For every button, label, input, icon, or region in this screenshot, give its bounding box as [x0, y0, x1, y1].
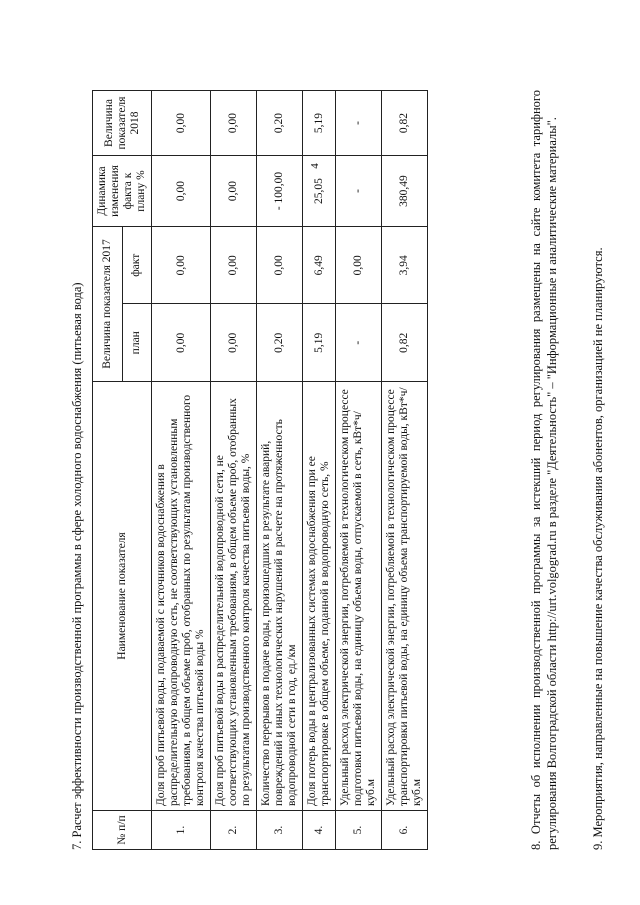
- row-num-cell: 3.: [257, 811, 303, 850]
- efficiency-table-container: [92, 90, 428, 850]
- row-dynamics-cell: 0,00: [211, 156, 257, 227]
- header-value-2018: Величина показателя 2018: [93, 91, 152, 156]
- row-dynamics-cell: 25,05: [303, 156, 336, 227]
- table-body: [152, 91, 428, 850]
- row-value-2018-cell: 0,00: [211, 91, 257, 156]
- section-8-text: 8. Отчеты об исполнении производственной программы за истекший период регулирования размещены на сайте комитета тарифного регулирования Волгоградской области http://urt.volgograd.ru в разделе "Деятельность" – "Информационные и аналитические материалы".: [529, 90, 559, 850]
- row-name-cell: Количество перерывов в подаче воды, произошедших в результате аварий, повреждений и иных технологических нарушений в расчете на протяженность водопроводной сети в год, ед./км: [257, 382, 303, 811]
- row-dynamics-cell: -: [336, 156, 382, 227]
- header-fact: факт: [122, 227, 152, 305]
- row-fact-cell: 3,94: [382, 227, 428, 305]
- efficiency-table: [92, 90, 428, 850]
- row-name-cell: Доля потерь воды в централизованных системах водоснабжения при ее транспортировке в общем объеме, поданной в водопроводную сеть, %: [303, 382, 336, 811]
- section-9-text: 9. Мероприятия, направленные на повышение качества обслуживания абонентов, организацией не планируются.: [591, 247, 605, 850]
- header-name: Наименование показателя: [93, 382, 152, 811]
- row-name-cell: Удельный расход электрической энергии, потребляемой в технологическом процессе транспортировки питьевой воды, на единицу объема транспортируемой воды, кВт*ч/куб.м: [382, 382, 428, 811]
- row-fact-cell: 0,00: [257, 227, 303, 305]
- section-7-heading: 7. Расчет эффективности производственной программы в сфере холодного водоснабжения (питьевая вода): [70, 282, 84, 850]
- row-name-cell: Доля проб питьевой воды, подаваемой с источников водоснабжения в распределительную водопроводную сеть, не соответствующих установленным требованиям, в общем объеме проб, отобранных по результатам производственного контроля качества питьевой воды %: [152, 382, 211, 811]
- row-plan-cell: 0,20: [257, 304, 303, 382]
- row-name-cell: Доля проб питьевой воды в распределительной водопроводной сети, не соответствующих установленным требованиям, в общем объеме проб, отобранных по результатам производственного контроля качества питьевой воды, %: [211, 382, 257, 811]
- row-value-2018-cell: 0,00: [152, 91, 211, 156]
- row-num-cell: 5.: [336, 811, 382, 850]
- row-plan-cell: 0,00: [211, 304, 257, 382]
- table-row: [382, 91, 428, 850]
- row-dynamics-cell: 380,49: [382, 156, 428, 227]
- row-num-cell: 6.: [382, 811, 428, 850]
- table-row: [257, 91, 303, 850]
- table-row: [211, 91, 257, 850]
- row-plan-cell: 5,19: [303, 304, 336, 382]
- row-fact-cell: 0,00: [336, 227, 382, 305]
- row-name-cell: Удельный расход электрической энергии, потребляемой в технологическом процессе подготовки питьевой воды, на единицу объема воды, отпускаемой в сеть, кВт*ч/куб.м: [336, 382, 382, 811]
- page-number: 4: [308, 163, 321, 169]
- row-fact-cell: 6,49: [303, 227, 336, 305]
- header-dynamics: Динамика изменения факта к плану %: [93, 156, 152, 227]
- row-num-cell: 2.: [211, 811, 257, 850]
- rotated-page-content: [60, 60, 620, 860]
- row-value-2018-cell: 5,19: [303, 91, 336, 156]
- row-num-cell: 4.: [303, 811, 336, 850]
- row-value-2018-cell: 0,20: [257, 91, 303, 156]
- row-fact-cell: 0,00: [211, 227, 257, 305]
- row-fact-cell: 0,00: [152, 227, 211, 305]
- header-plan: план: [122, 304, 152, 382]
- row-num-cell: 1.: [152, 811, 211, 850]
- row-value-2018-cell: 0,82: [382, 91, 428, 156]
- row-dynamics-cell: 0,00: [152, 156, 211, 227]
- table-row: [303, 91, 336, 850]
- table-row: [152, 91, 211, 850]
- row-plan-cell: -: [336, 304, 382, 382]
- header-num: № п/п: [93, 811, 152, 850]
- row-plan-cell: 0,00: [152, 304, 211, 382]
- row-value-2018-cell: -: [336, 91, 382, 156]
- table-row: [336, 91, 382, 850]
- row-dynamics-cell: - 100,00: [257, 156, 303, 227]
- header-value-2017: Величина показателя 2017: [93, 227, 123, 382]
- row-plan-cell: 0,82: [382, 304, 428, 382]
